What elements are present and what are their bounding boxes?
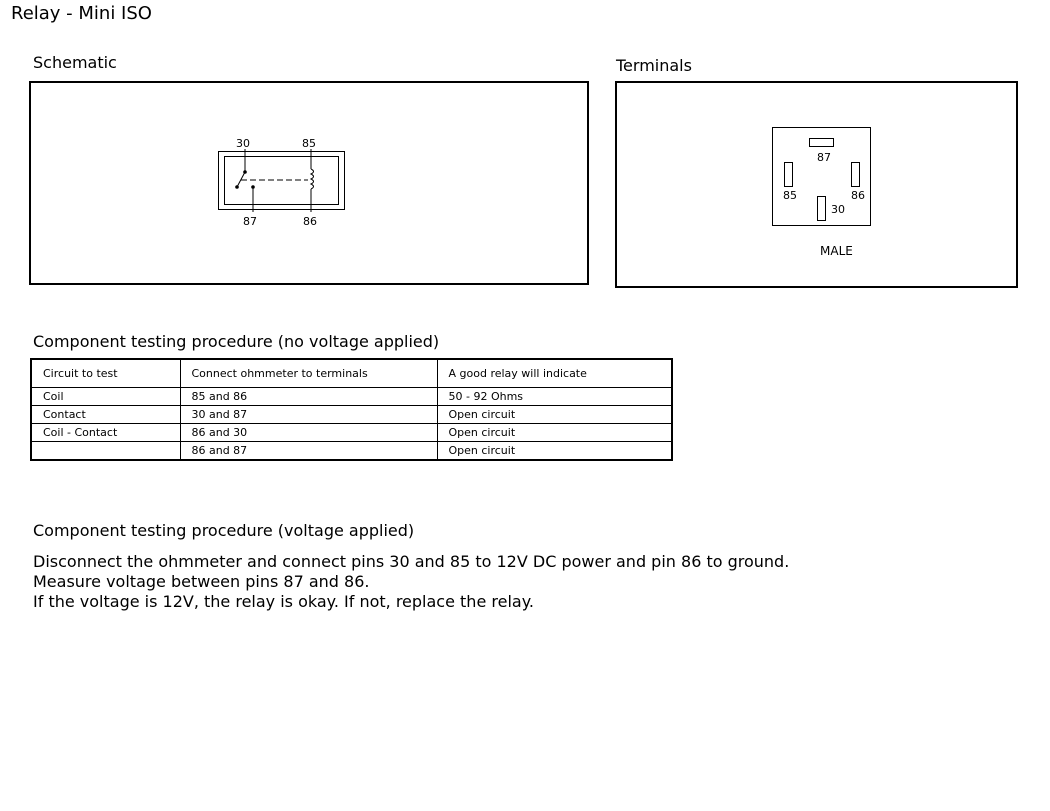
cell-result: 50 - 92 Ohms — [437, 388, 672, 406]
terminal-pin-87 — [810, 139, 834, 147]
page-title: Relay - Mini ISO — [11, 3, 152, 24]
relay-schematic-diagram — [31, 83, 587, 283]
no-voltage-test-table — [30, 358, 673, 461]
column-header-result: A good relay will indicate — [437, 359, 672, 388]
table-row — [31, 424, 672, 442]
instruction-line: Disconnect the ohmmeter and connect pins 30 and 85 to 12V DC power and pin 86 to ground. — [33, 552, 790, 571]
table-row — [31, 406, 672, 424]
terminal-pin-30-label: 30 — [831, 203, 845, 216]
cell-circuit — [31, 442, 180, 461]
instruction-line: Measure voltage between pins 87 and 86. — [33, 572, 370, 591]
cell-result: Open circuit — [437, 406, 672, 424]
schematic-label: Schematic — [33, 53, 117, 72]
schematic-panel — [29, 81, 589, 285]
cell-result: Open circuit — [448, 444, 516, 457]
terminal-pin-86-label: 86 — [851, 189, 865, 202]
terminal-gender-label: MALE — [820, 244, 853, 258]
column-header-terminals: Connect ohmmeter to terminals — [180, 359, 437, 388]
cell-terminals: 86 and 87 — [180, 442, 437, 461]
schematic-pin-85-label: 85 — [302, 137, 316, 150]
terminal-pin-86 — [852, 163, 860, 187]
no-voltage-test-heading: Component testing procedure (no voltage applied) — [33, 332, 440, 351]
schematic-pin-86-label: 86 — [303, 215, 317, 228]
terminals-label: Terminals — [616, 56, 692, 75]
connector-body — [773, 128, 871, 226]
switch-pivot — [235, 185, 239, 189]
table-row — [31, 388, 672, 406]
terminal-pin-87-label: 87 — [817, 151, 831, 164]
column-header-circuit: Circuit to test — [31, 359, 180, 388]
coil-winding — [311, 169, 314, 189]
schematic-pin-30-label: 30 — [236, 137, 250, 150]
terminal-pin-85-label: 85 — [783, 189, 797, 202]
terminal-pin-85 — [785, 163, 793, 187]
terminals-panel — [615, 81, 1018, 288]
cell-circuit: Coil — [31, 388, 180, 406]
cell-circuit: Contact — [31, 406, 180, 424]
cell-circuit: Coil - Contact — [31, 424, 180, 442]
instruction-line: If the voltage is 12V, the relay is okay. If not, replace the relay. — [33, 592, 534, 611]
table-header-row — [31, 359, 672, 388]
voltage-test-heading: Component testing procedure (voltage applied) — [33, 521, 415, 540]
table-row — [31, 442, 672, 461]
cell-terminals: 85 and 86 — [180, 388, 437, 406]
terminal-pin-30 — [818, 197, 826, 221]
cell-result: Open circuit — [437, 424, 672, 442]
terminal-layout-diagram — [617, 83, 1016, 286]
cell-terminals: 30 and 87 — [180, 406, 437, 424]
voltage-test-instructions — [33, 552, 789, 612]
cell-terminals: 86 and 30 — [180, 424, 437, 442]
schematic-pin-87-label: 87 — [243, 215, 257, 228]
